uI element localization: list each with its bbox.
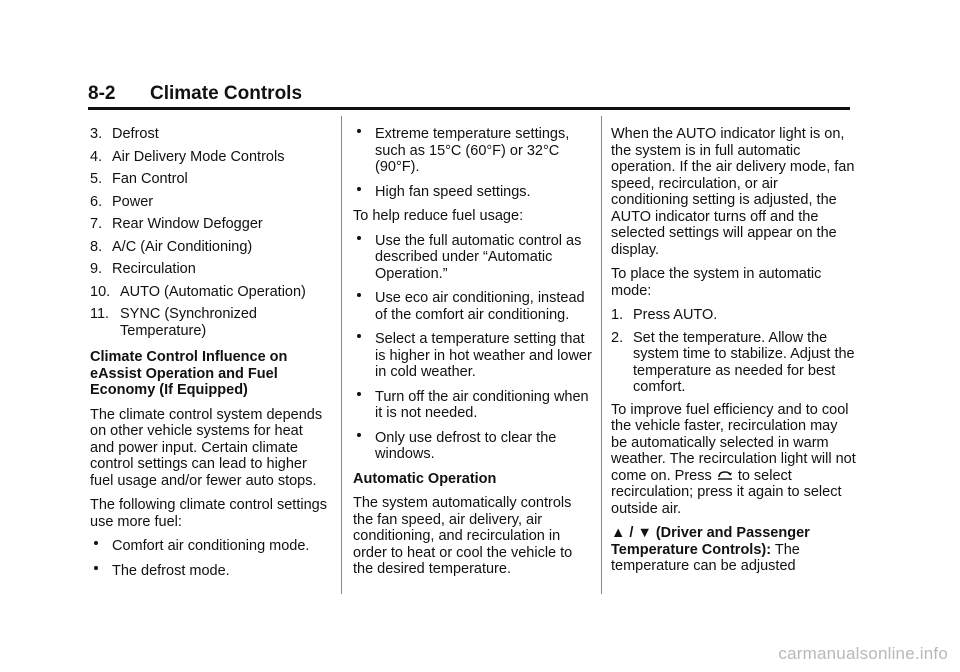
section-title: Climate Controls	[150, 83, 303, 104]
bullet-item: The defrost mode.	[90, 563, 330, 580]
list-item: 1. Press AUTO.	[611, 307, 718, 323]
bullet-icon	[357, 236, 361, 240]
bullet-icon	[357, 433, 361, 437]
list-item: 10. AUTO (Automatic Operation)	[90, 283, 306, 300]
column-divider-1	[341, 116, 342, 594]
list-item: 4. Air Delivery Mode Controls	[90, 148, 285, 165]
bullet-icon	[357, 293, 361, 297]
watermark: carmanualsonline.info	[778, 644, 948, 663]
paragraph: When the AUTO indicator light is on, the system is in full automatic operation. If the air delivery mode, fan speed, recirculation, or air conditioning setting is adjusted, the AUTO indicator turns off and the selected settings will appear on the display.	[611, 126, 855, 258]
temperature-down-icon: ▼	[637, 525, 652, 541]
list-item: 3. Defrost	[90, 126, 159, 142]
temperature-up-icon: ▲	[611, 525, 626, 541]
inline-heading: (Driver and Passenger Temperature Controls):	[611, 525, 810, 558]
bullet-icon	[357, 334, 361, 338]
recirculation-icon	[717, 469, 733, 481]
paragraph: To place the system in automatic mode:	[611, 266, 822, 299]
page-header	[88, 80, 850, 110]
paragraph: To help reduce fuel usage:	[353, 208, 524, 224]
bullet-item: Comfort air conditioning mode.	[90, 538, 330, 555]
bullet-icon	[94, 566, 98, 570]
bullet-item: High fan speed settings.	[353, 184, 593, 201]
subheading-eassist: Climate Control Influence on eAssist Operation and Fuel Economy (If Equipped)	[90, 349, 288, 398]
bullet-item: Select a temperature setting that is higher in hot weather and lower in cold weather.	[353, 331, 593, 381]
bullet-item: Turn off the air conditioning when it is not needed.	[353, 389, 593, 422]
column-1	[90, 126, 330, 587]
subheading-automatic-operation: Automatic Operation	[353, 470, 497, 487]
bullet-icon	[357, 129, 361, 133]
page-number: 8-2	[88, 83, 116, 104]
column-3	[611, 126, 856, 583]
list-item: 9. Recirculation	[90, 261, 196, 277]
list-item: 6. Power	[90, 193, 154, 210]
paragraph: To improve fuel efficiency and to cool the vehicle faster, recirculation may be automatically selected in warm weather. The recirculation light will not come on. Press to select recirculation; press it again to select outside air.	[611, 401, 856, 517]
paragraph: The system automatically controls the fan speed, air delivery, air conditioning, and recirculation in order to heat or cool the vehicle to the desired temperature.	[353, 495, 573, 577]
paragraph: The following climate control settings use more fuel:	[90, 497, 327, 530]
list-item: 8. A/C (Air Conditioning)	[90, 238, 253, 255]
list-item: 2. Set the temperature. Allow the system time to stabilize. Adjust the temperature as needed for best comfort.	[611, 329, 855, 395]
column-divider-2	[601, 116, 602, 594]
paragraph: The climate control system depends on other vehicle systems for heat and power input. Certain climate control settings can lead to higher fuel usage and/or fewer auto stops.	[90, 406, 323, 489]
bullet-item: Use eco air conditioning, instead of the comfort air conditioning.	[353, 290, 593, 323]
bullet-item: Use the full automatic control as described under “Automatic Operation.”	[353, 233, 593, 283]
bullet-item: Extreme temperature settings, such as 15°C (60°F) or 32°C (90°F).	[353, 126, 593, 176]
list-item: 5. Fan Control	[90, 171, 188, 187]
list-item: 11. SYNC (Synchronized Temperature)	[90, 306, 257, 339]
list-item: 7. Rear Window Defogger	[90, 216, 263, 232]
paragraph: ▲ / ▼ (Driver and Passenger Temperature Controls): The temperature can be adjusted	[611, 525, 810, 574]
bullet-item: Only use defrost to clear the windows.	[353, 430, 593, 463]
bullet-icon	[357, 392, 361, 396]
column-2	[353, 126, 593, 586]
bullet-icon	[94, 541, 98, 545]
bullet-icon	[357, 187, 361, 191]
